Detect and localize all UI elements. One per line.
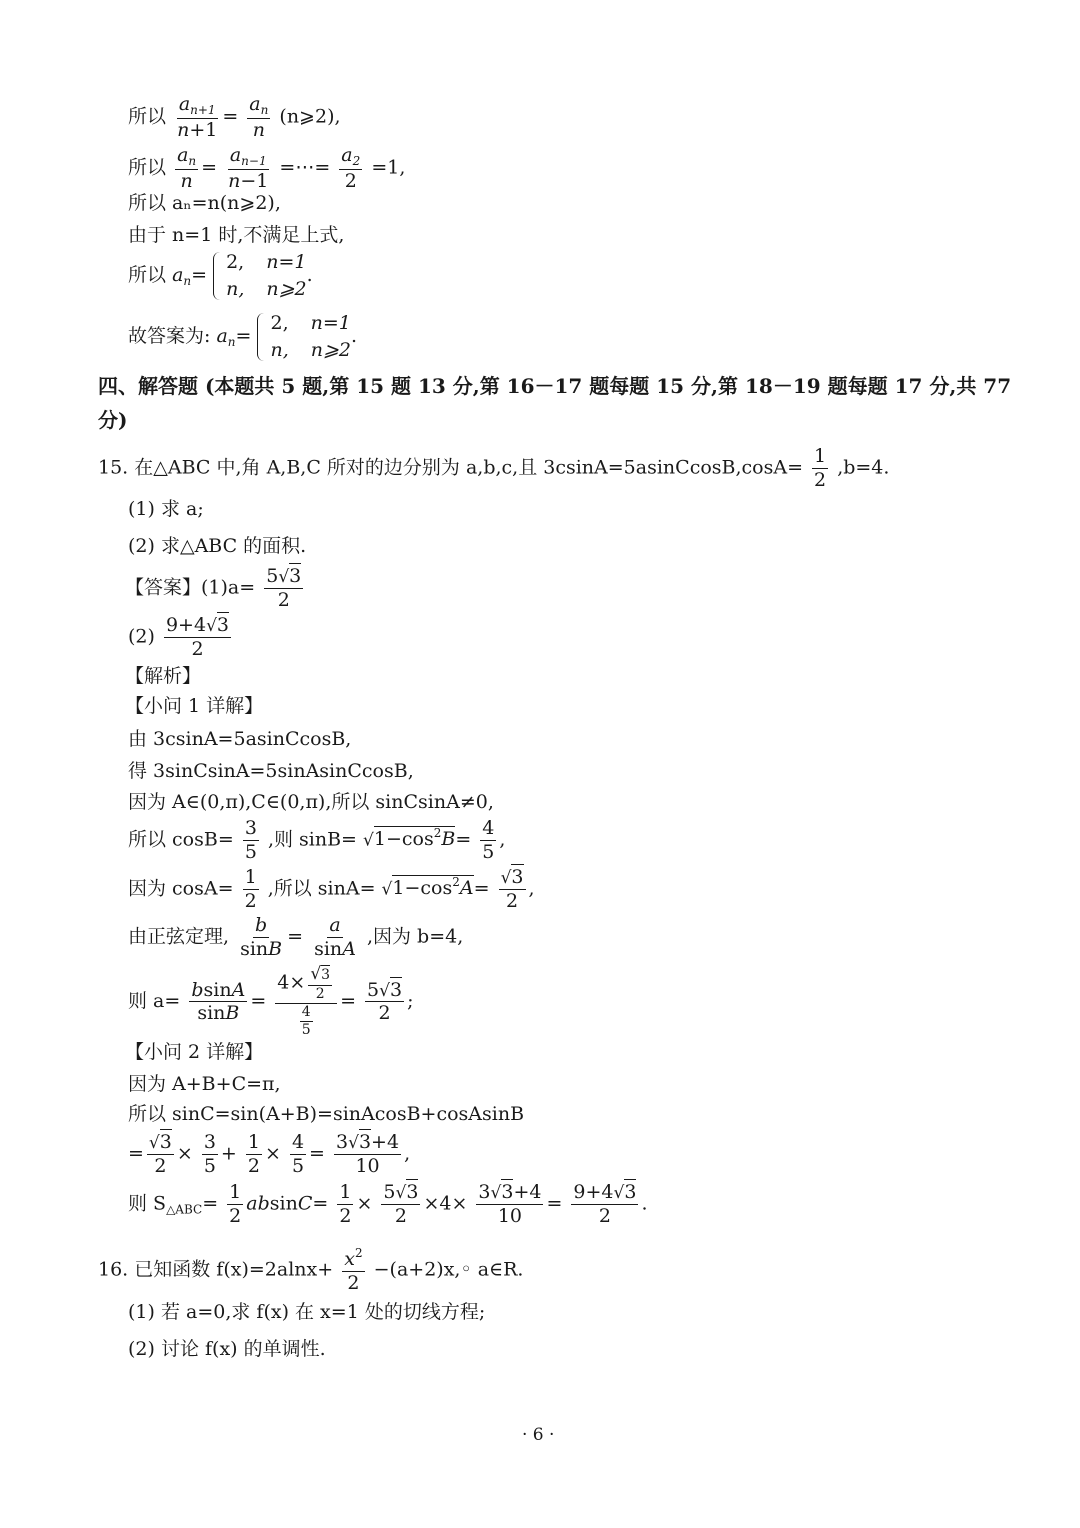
section-heading-cont: 分)	[98, 408, 128, 432]
page-number: · 6 ·	[522, 1425, 555, 1445]
step-1: 由 3csinA=5asinCcosB,	[128, 728, 352, 750]
sub-question-2-label: 【小问 2 详解】	[125, 1041, 264, 1063]
fraction-a2-over-2: $\frac{a_2}{2}$	[341, 144, 361, 193]
line-an-equals-n: 所以 aₙ=n(n⩾2),	[128, 192, 281, 214]
step-sinC: 所以 sinC=sin(A+B)=sinAcosB+cosAsinB	[128, 1103, 525, 1125]
answer-line-2: (2) $\frac{9+4√3}{2}$	[128, 614, 230, 660]
fraction-9plus4root3-over-2: $\frac{9+4√3}{2}$	[165, 614, 230, 660]
step-solve-a: 则 a= $\frac{bsinA}{\sin B}$ = 4× $\frac{√3}{2}$ $\frac{4}{5}$ = $\frac{5√3}{2}$ ;	[128, 964, 414, 1039]
piecewise-cases: 2, n=1 n, n⩾2	[257, 313, 351, 361]
line-telescoping: 所以 $\frac{a_n}{n}$ = $\frac{a_{n-1}}{n-1}$ =⋯= $\frac{a_2}{2}$ =1,	[128, 144, 406, 193]
question-15-stem: 15. 在△ABC 中,角 A,B,C 所对的边分别为 a,b,c,且 3csinA=5asinCcosB,cosA= $\frac{1}{2}$ ,b=4.	[98, 445, 890, 491]
step-3: 因为 A∈(0,π),C∈(0,π),所以 sinCsinA≠0,	[128, 791, 494, 813]
question-15-part-2: (2) 求△ABC 的面积.	[128, 535, 307, 557]
fraction-1-over-2: $\frac{1}{2}$	[814, 445, 827, 491]
sub-question-1-label: 【小问 1 详解】	[125, 695, 264, 717]
step-2: 得 3sinCsinA=5sinAsinCcosB,	[128, 760, 414, 782]
piecewise-cases: 2, n=1 n, n⩾2	[213, 252, 307, 300]
step-cosB: 所以 cosB= $\frac{3}{5}$ ,则 $\sin B= √1-\cos^2B=$ $\frac{4}{5}$ ,	[128, 817, 506, 863]
fraction-an-1-over-n-1: $\frac{a_{n-1}}{n-1}$	[228, 144, 269, 193]
question-16-part-2: (2) 讨论 f(x) 的单调性.	[128, 1338, 326, 1360]
question-15-part-1: (1) 求 a;	[128, 498, 204, 520]
line-piecewise-an: 所以 $a_n=$ 2, n=1 n, n⩾2 .	[128, 251, 313, 300]
question-16-part-1: (1) 若 a=0,求 f(x) 在 x=1 处的切线方程;	[128, 1301, 486, 1323]
fraction-5root3-over-2: $\frac{5√3}{2}$	[266, 565, 302, 611]
step-law-of-sines: 由正弦定理, $\frac{b}{\sin B}$ = $\frac{a}{\sin A}$ ,因为 b=4,	[128, 914, 464, 960]
question-16-stem: 16. 已知函数 f(x)=2alnx+ $\frac{x^2}{2}$ −(a+2)x,◦ a∈R.	[98, 1246, 524, 1294]
step-angle-sum: 因为 A+B+C=π,	[128, 1073, 281, 1095]
analysis-label: 【解析】	[125, 665, 202, 687]
step-sinA: 因为 cosA= $\frac{1}{2}$ ,所以 $\sin A= √1-\cos^2A=$ $\frac{√3}{2}$ ,	[128, 866, 535, 912]
section-heading: 四、解答题 (本题共 5 题,第 15 题 13 分,第 16－17 题每题 15 分,第 18－19 题每题 17 分,共 77	[98, 374, 1012, 398]
step-area: 则 $S_{\triangle ABC}=$ $\frac{1}{2}$ absinC= $\frac{1}{2}$ × $\frac{5√3}{2}$ ×4× $\frac{3√3+4}{10}$ = $\frac{9+4√3}{2}$ .	[128, 1181, 648, 1227]
answer-line-1: 【答案】(1)a= $\frac{5√3}{2}$	[125, 565, 302, 611]
line-recurrence-ratio: 所以 $\frac{a_{n+1}}{n+1}$ = $\frac{a_n}{n}$ (n⩾2),	[128, 93, 341, 142]
line-answer-piecewise: 故答案为: $a_n=$ 2, n=1 n, n⩾2 .	[128, 312, 358, 361]
fraction-an-over-n: $\frac{a_n}{n}$	[177, 144, 197, 193]
line-n1-exception: 由于 n=1 时,不满足上式,	[128, 224, 345, 246]
step-sinC-value: = $\frac{√3}{2}$ × $\frac{3}{5}$ + $\frac{1}{2}$ × $\frac{4}{5}$ = $\frac{3√3+4}{10}$ ,	[128, 1131, 411, 1177]
fraction-an-over-n: $\frac{a_n}{n}$	[249, 93, 269, 142]
fraction-an1-over-n1: $\frac{a_{n+1}}{n+1}$	[177, 93, 218, 142]
